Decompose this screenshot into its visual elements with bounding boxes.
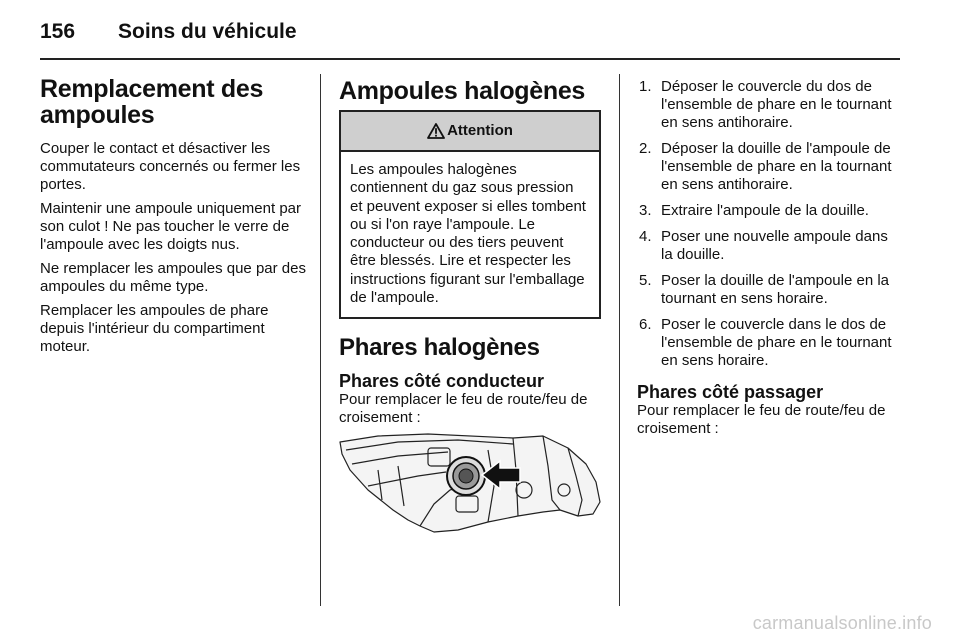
paragraph: Ne remplacer les ampoules que par des ampoules du même type.: [40, 260, 306, 295]
paragraph: Remplacer les ampoules de phare depuis l'intérieur du compartiment moteur.: [40, 302, 269, 355]
chapter-title: Soins du véhicule: [118, 20, 297, 43]
list-item: 1. Déposer le couvercle du dos de l'ensemble de phare en le tournant en sens antihoraire.: [639, 78, 892, 131]
column-divider-left: [320, 74, 321, 606]
middle-column: [339, 78, 601, 433]
list-item: 4. Poser une nouvelle ampoule dans la douille.: [639, 228, 888, 263]
attention-text: Les ampoules halogènes contiennent du gaz sous pression et peuvent exposer si elles tombent ou si l'on raye l'ampoule. Le conducteur ou des tiers peuvent être blessés. Lire et respecter les instructions figurant sur l'emballage de l'ampoule.: [350, 161, 586, 307]
attention-header: [341, 112, 599, 152]
list-item: 2. Déposer la douille de l'ampoule de l'ensemble de phare en la tournant en sens antihoraire.: [639, 140, 892, 193]
list-item: 3. Extraire l'ampoule de la douille.: [639, 202, 869, 219]
halogen-headlamps-title: Phares halogènes: [339, 334, 540, 362]
list-item: 6. Poser le couvercle dans le dos de l'ensemble de phare en le tournant en sens horaire.: [639, 316, 892, 369]
attention-box: [339, 110, 601, 319]
driver-side-title: Phares côté conducteur: [339, 371, 545, 392]
instruction-steps: [637, 78, 901, 370]
section-title: Remplacement des ampoules: [40, 75, 264, 129]
paragraph: Couper le contact et désactiver les commutateurs concernés ou fermer les portes.: [40, 140, 301, 193]
paragraph: Maintenir une ampoule uniquement par son culot ! Ne pas toucher le verre de l'ampoule avec les doigts nus.: [40, 200, 301, 253]
warning-triangle-icon: [427, 123, 445, 139]
halogen-bulbs-title: Ampoules halogènes: [339, 77, 586, 105]
headlamp-assembly-icon: [338, 430, 602, 536]
page-header: [40, 20, 297, 44]
passenger-side-text: Pour remplacer le feu de route/feu de croisement :: [637, 402, 886, 437]
attention-title: Attention: [447, 122, 513, 139]
driver-side-text: Pour remplacer le feu de route/feu de croisement :: [339, 391, 588, 427]
column-divider-right: [619, 74, 620, 606]
passenger-side-title: Phares côté passager: [637, 382, 824, 402]
header-divider: [40, 58, 900, 60]
page-number: 156: [40, 20, 76, 43]
right-column: [637, 78, 901, 444]
list-item: 5. Poser la douille de l'ampoule en la tournant en sens horaire.: [639, 272, 890, 307]
watermark: carmanualsonline.info: [752, 613, 932, 633]
left-column: [40, 76, 306, 362]
